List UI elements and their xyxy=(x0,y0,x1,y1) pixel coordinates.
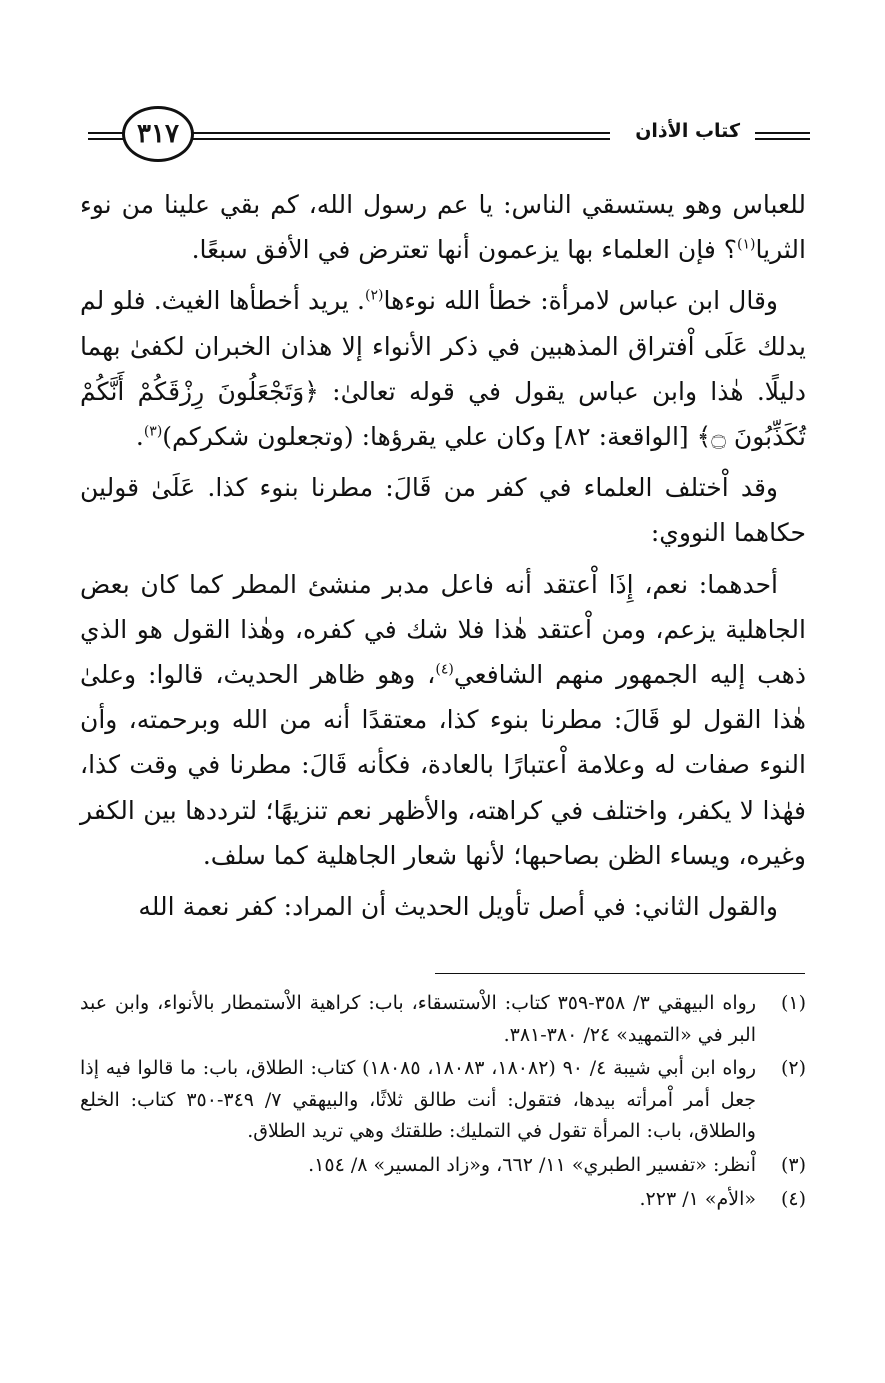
footnote xyxy=(80,1053,806,1148)
body-paragraph xyxy=(80,562,806,878)
footnote-ref: (٤) xyxy=(435,661,454,678)
footnote-ref: (٣) xyxy=(143,423,163,440)
footnotes xyxy=(80,988,806,1217)
body-paragraph xyxy=(80,884,806,929)
paragraph-text: وقال ابن عباس لامرأة: خطأ الله نوءها xyxy=(383,286,778,316)
footnote-text: «الأم» ١/ ٢٢٣. xyxy=(639,1187,756,1210)
footnote xyxy=(80,1184,806,1216)
footnote-text: رواه ابن أبي شيبة ٤/ ٩٠ (١٨٠٨٢، ١٨٠٨٣، ١٨٠٨٥) كتاب: الطلاق، باب: ما قالوا فيه إذا جعل أمر اْمرأته بيدها، فتقول: أنت طالق ثلاثًا، والبيهقي ٧/ ٣٤٩-٣٥٠ كتاب: الخلع والطلاق، باب: المرأة تقول في التمليك: طلقتك وهي تريد الطلاق. xyxy=(80,1057,757,1143)
footnote-ref: (١) xyxy=(737,236,756,253)
footnote xyxy=(80,988,806,1051)
paragraph-text: ، وهو ظاهر الحديث، قالوا: وعلىٰ هٰذا القول لو قَالَ: مطرنا بنوء كذا، معتقدًا أنه من الله وبرحمته، وأن النوء صفات له وعلامة اْعتبارًا بالعادة، فكأنه قَالَ: مطرنا في وقت كذا، فهٰذا لا يكفر، واختلف في كراهته، والأظهر نعم تنزيهًا؛ لترددها بين الكفر وغيره، ويساء الظن بصاحبها؛ لأنها شعار الجاهلية كما سلف. xyxy=(80,660,806,870)
header-rule xyxy=(755,132,810,134)
body-paragraph xyxy=(80,465,806,555)
footnote-number: (٣) xyxy=(780,1153,806,1176)
footnote-number: (١) xyxy=(780,992,806,1014)
page-header xyxy=(78,100,810,170)
body-paragraph xyxy=(80,278,806,459)
header-rule xyxy=(188,132,610,134)
header-rule xyxy=(188,138,610,140)
paragraph-text: وقد اْختلف العلماء في كفر من قَالَ: مطرنا بنوء كذا. عَلَىٰ قولين حكاهما النووي: xyxy=(80,473,806,548)
footnote-ref: (٢) xyxy=(365,288,384,305)
footnote-text: اْنظر: «تفسير الطبري» ١١/ ٦٦٢، و«زاد المسير» ٨/ ١٥٤. xyxy=(308,1153,756,1176)
paragraph-text: . يريد أخطأها الغيث. فلو لم يدلك عَلَى اْفتراق المذهبين في ذكر الأنواء إلا هذان الخبران لكفىٰ بهما دليلًا. هٰذا وابن عباس يقول في قوله تعالىٰ: ﴿وَتَجْعَلُونَ رِزْقَكُمْ أَنَّكُمْ تُكَذِّبُونَ ۝﴾ [الواقعة: ٨٢] وكان علي يقرؤها: (وتجعلون شكركم) xyxy=(80,286,806,452)
header-rule xyxy=(755,138,810,140)
paragraph-text: والقول الثاني: في أصل تأويل الحديث أن المراد: كفر نعمة الله xyxy=(138,892,778,922)
footnote-number: (٤) xyxy=(780,1187,806,1210)
footnote-number: (٢) xyxy=(780,1057,806,1080)
paragraph-text: أحدهما: نعم، إِذَا اْعتقد أنه فاعل مدبر منشئ المطر كما كان بعض الجاهلية يزعم، ومن اْعتقد هٰذا فلا شك في كفره، وهٰذا القول هو الذي ذهب إليه الجمهور منهم الشافعي xyxy=(80,569,806,690)
footnote-text: رواه البيهقي ٣/ ٣٥٨-٣٥٩ كتاب: الاْستسقاء، باب: كراهية الاْستمطار بالأنواء، وابن عبد البر في «التمهيد» ٢٤/ ٣٨٠-٣٨١. xyxy=(80,992,756,1046)
paragraph-text: . xyxy=(135,422,144,452)
footnote-divider xyxy=(435,973,805,974)
footnote xyxy=(80,1150,806,1182)
running-title: كتاب الأذان xyxy=(635,120,740,142)
paragraph-text: ؟ فإن العلماء بها يزعمون أنها تعترض في الأفق سبعًا. xyxy=(191,235,738,265)
main-text xyxy=(80,182,806,929)
page-number: ٣١٧ xyxy=(122,106,194,162)
body-paragraph xyxy=(80,182,806,272)
paragraph-text: للعباس وهو يستسقي الناس: يا عم رسول الله، كم بقي علينا من نوء الثريا xyxy=(80,190,806,265)
